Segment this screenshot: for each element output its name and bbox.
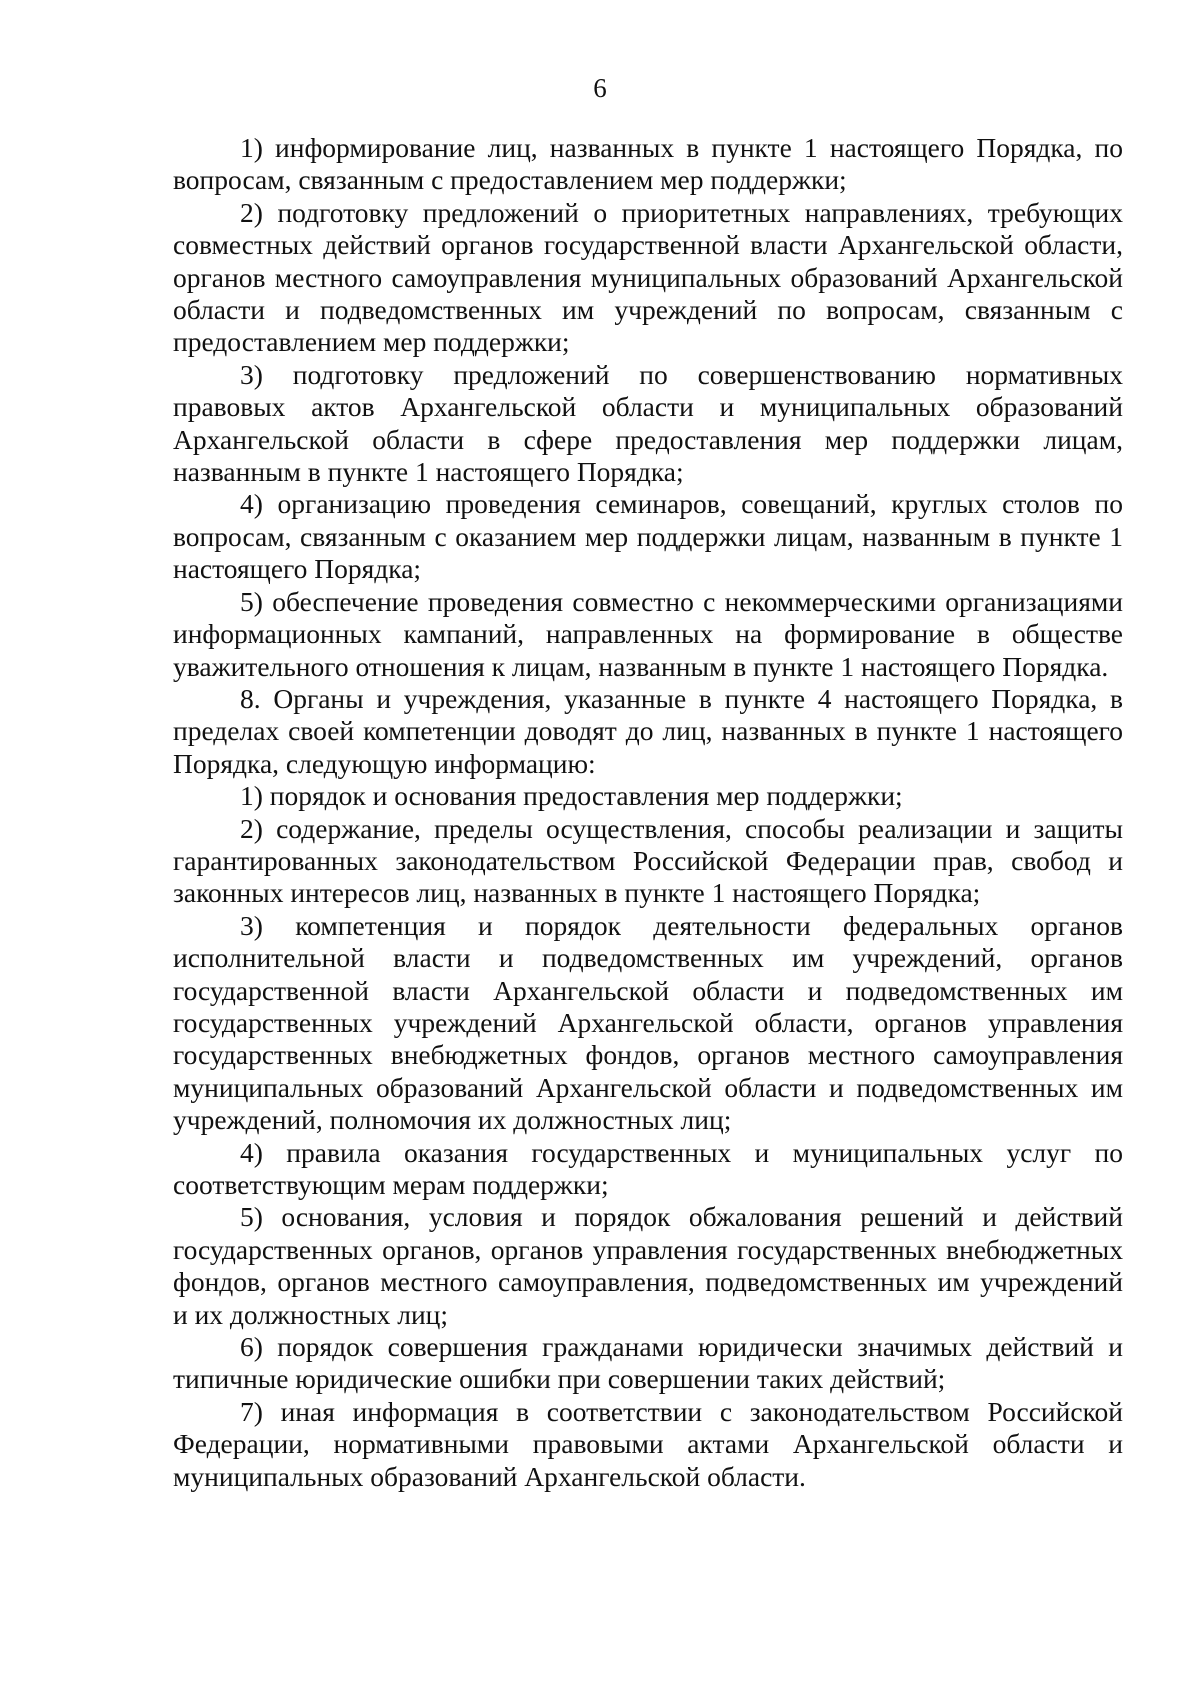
section-8-item-7: 7) иная информация в соответствии с законодательством Российской Федерации, нормативными правовыми актами Архангельской области и муниципальных образований Архангельской области. <box>173 1395 1123 1492</box>
section-8-intro: 8. Органы и учреждения, указанные в пункте 4 настоящего Порядка, в пределах своей компетенции доводят до лиц, названных в пункте 1 настоящего Порядка, следующую информацию: <box>173 682 1123 779</box>
page-number: 6 <box>593 73 607 103</box>
paragraph-item-4: 4) организацию проведения семинаров, совещаний, круглых столов по вопросам, связанным с оказанием мер поддержки лицам, названным в пункте 1 настоящего Порядка; <box>173 488 1123 585</box>
paragraph-item-5: 5) обеспечение проведения совместно с некоммерческими организациями информационных кампаний, направленных на формирование в обществе уважительного отношения к лицам, названным в пункте 1 настоящего Порядка. <box>173 585 1123 682</box>
section-8-item-6: 6) порядок совершения гражданами юридически значимых действий и типичные юридические ошибки при совершении таких действий; <box>173 1331 1123 1395</box>
section-8-item-2: 2) содержание, пределы осуществления, способы реализации и защиты гарантированных законодательством Российской Федерации прав, свобод и законных интересов лиц, названных в пункте 1 настоящего Порядка; <box>173 812 1123 909</box>
paragraph-item-3: 3) подготовку предложений по совершенствованию нормативных правовых актов Архангельской области и муниципальных образований Архангельской области в сфере предоставления мер поддержки лицам, названным в пункте 1 настоящего Порядка; <box>173 358 1123 488</box>
paragraph-item-2: 2) подготовку предложений о приоритетных направлениях, требующих совместных действий органов государственной власти Архангельской области, органов местного самоуправления муниципальных образований Архангельской области и подведомственных им учреждений по вопросам, связанным с предоставлением мер поддержки; <box>173 196 1123 358</box>
section-8-item-1: 1) порядок и основания предоставления мер поддержки; <box>240 780 903 812</box>
section-8-item-5: 5) основания, условия и порядок обжалования решений и действий государственных органов, органов управления государственных внебюджетных фондов, органов местного самоуправления, подведомственных им учреждений и их должностных лиц; <box>173 1201 1123 1330</box>
paragraph-item-1: 1) информирование лиц, названных в пункте 1 настоящего Порядка, по вопросам, связанным с предоставлением мер поддержки; <box>173 132 1123 196</box>
section-8-item-3: 3) компетенция и порядок деятельности федеральных органов исполнительной власти и подведомственных им учреждений, органов государственной власти Архангельской области и подведомственных им государственных учреждений Архангельской области, органов управления государственных внебюджетных фондов, органов местного самоуправления муниципальных образований Архангельской области и подведомственных им учреждений, полномочия их должностных лиц; <box>173 909 1123 1136</box>
section-8-item-4: 4) правила оказания государственных и муниципальных услуг по соответствующим мерам поддержки; <box>173 1136 1123 1200</box>
document-body <box>173 132 1123 1493</box>
